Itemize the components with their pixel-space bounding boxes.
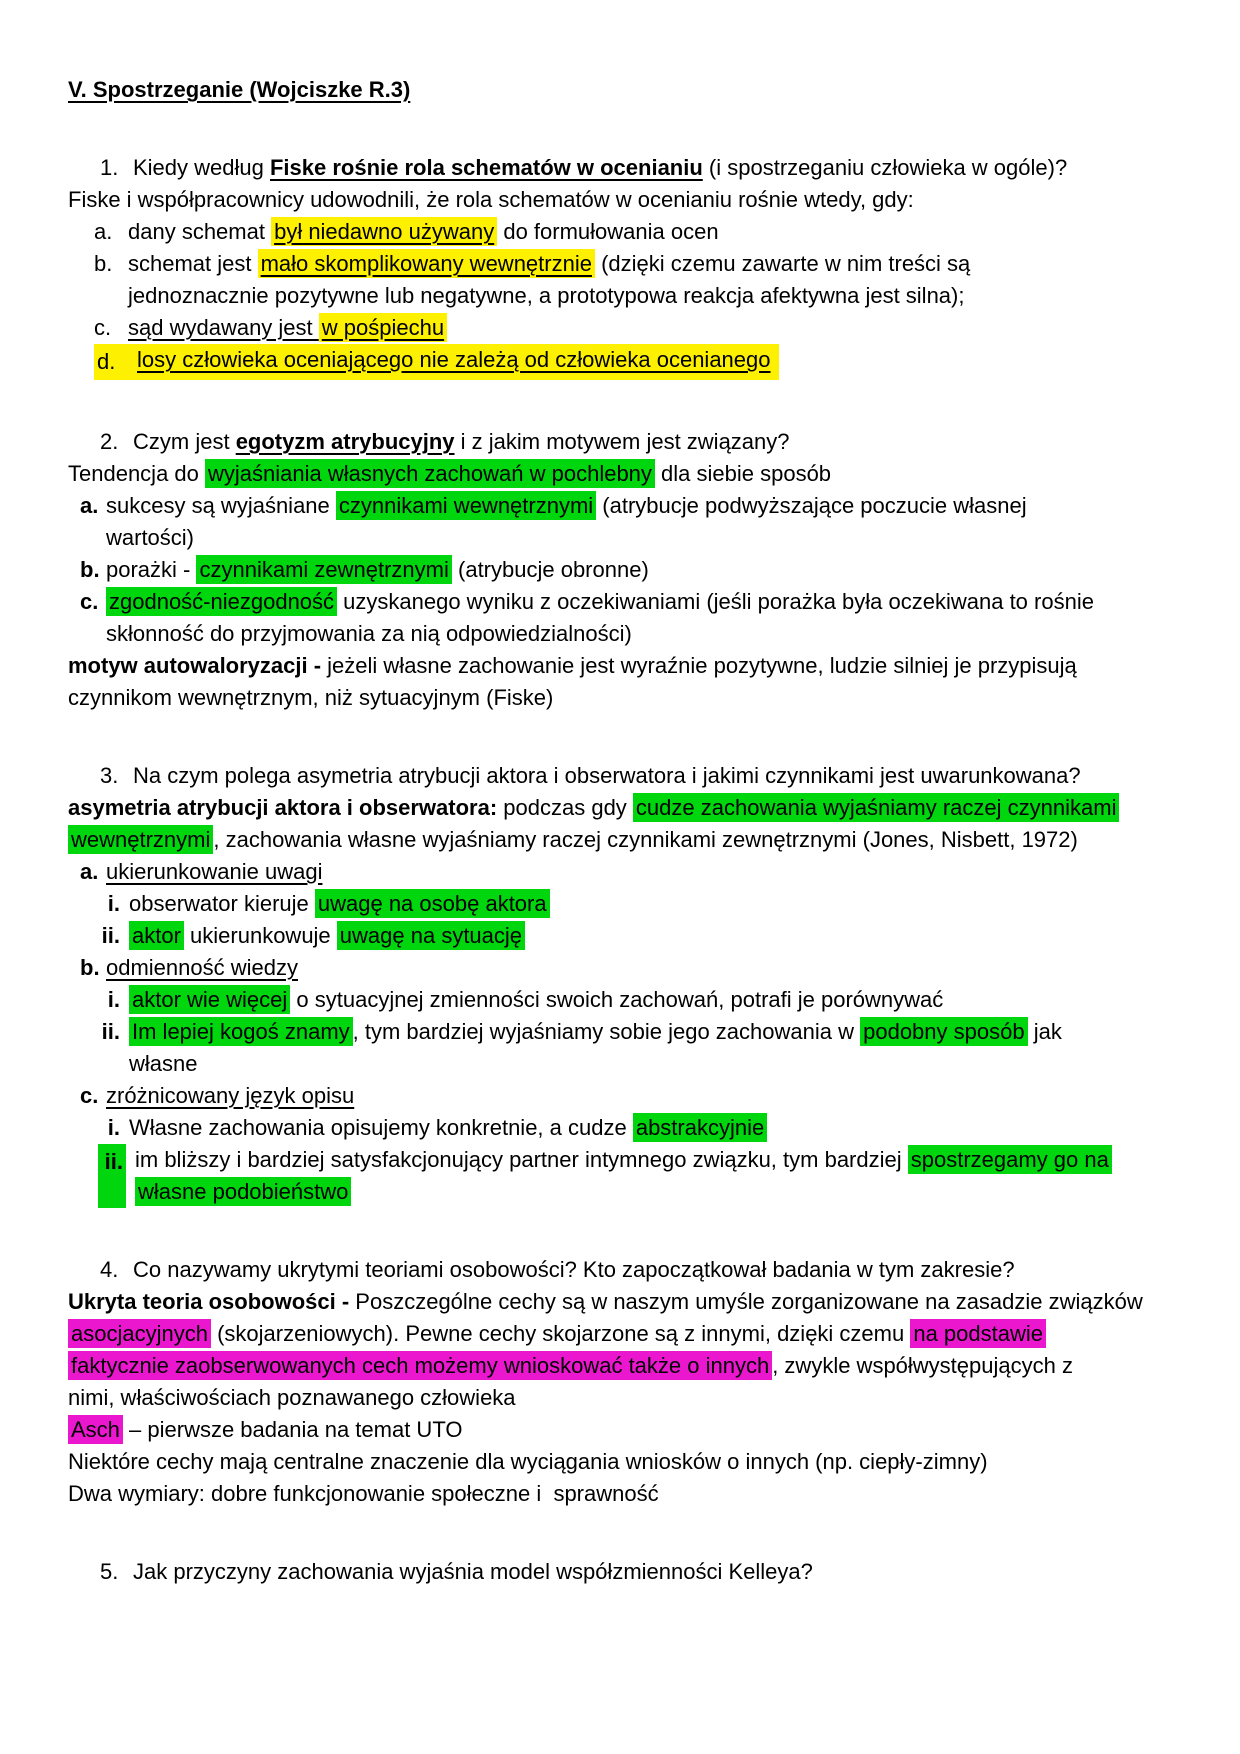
- highlighted-text: aktor wie więcej: [129, 985, 290, 1014]
- text-run: Co nazywamy ukrytymi teoriami osobowości? Kto zapoczątkował badania w tym zakresie?: [133, 1257, 1015, 1282]
- list-marker: i.: [107, 987, 120, 1012]
- list-item: [94, 248, 1170, 312]
- item-text: [129, 920, 1170, 952]
- highlighted-text: czynnikami wewnętrznymi: [336, 491, 596, 520]
- text-run: Ukryta teoria osobowości -: [68, 1289, 356, 1314]
- list-marker: i.: [107, 891, 120, 916]
- question-section: [68, 1254, 1170, 1510]
- question-text: [133, 426, 1170, 458]
- item-text: [135, 1144, 1170, 1208]
- text-run: podczas gdy: [497, 795, 633, 820]
- list-marker: b.: [94, 251, 113, 276]
- list-marker: i.: [107, 1115, 120, 1140]
- question-text: [133, 152, 1170, 184]
- question-number: 1.: [100, 155, 119, 180]
- text-run: – pierwsze badania na temat UTO: [122, 1417, 463, 1442]
- text-run: wartości): [106, 525, 195, 550]
- text-run: Kiedy według: [133, 155, 270, 180]
- list-marker: b.: [80, 955, 100, 980]
- answer-paragraph: [68, 1286, 1170, 1414]
- text-run: (dzięki czemu zawarte w nim treści są: [594, 251, 971, 276]
- text-run: własne: [129, 1051, 198, 1076]
- list-marker: ii.: [101, 1019, 120, 1044]
- text-run: do formułowania ocen: [497, 219, 719, 244]
- list-item: [98, 984, 1170, 1016]
- question: [68, 1254, 1170, 1286]
- text-run: (skojarzeniowych). Pewne cechy skojarzone są z innymi, dzięki czemu: [210, 1321, 911, 1346]
- text-run: jednoznacznie pozytywne lub negatywne, a prototypowa reakcja afektywna jest silna);: [128, 283, 965, 308]
- list-item: [94, 344, 779, 380]
- text-run: ukierunkowanie uwagi: [106, 859, 323, 884]
- question-section: [68, 760, 1170, 1208]
- text-run: (atrybucje obronne): [451, 557, 649, 582]
- list-item: [80, 856, 1170, 888]
- highlighted-text: podobny sposób: [860, 1017, 1027, 1046]
- question-section: [68, 152, 1170, 380]
- question: [68, 1556, 1170, 1588]
- list-item: [80, 586, 1170, 650]
- list-item: [80, 1080, 1170, 1112]
- text-run: Fiske rośnie rola schematów w ocenianiu: [269, 155, 703, 180]
- highlighted-text: zgodność-niezgodność: [106, 587, 337, 616]
- question-text: [133, 1556, 1170, 1588]
- text-run: sąd wydawany jest: [128, 315, 319, 340]
- text-run: Tendencja do: [68, 461, 205, 486]
- highlighted-text: w pośpiechu: [319, 313, 447, 342]
- text-run: o sytuacyjnej zmienności swoich zachowań, potrafi je porównywać: [290, 987, 944, 1012]
- text-run: (i spostrzeganiu człowieka w ogóle)?: [702, 155, 1068, 180]
- list-item: [98, 920, 1170, 952]
- question-number: 3.: [100, 763, 119, 788]
- list-marker: c.: [94, 315, 112, 340]
- question-number: 2.: [100, 429, 119, 454]
- question-number: 5.: [100, 1559, 119, 1584]
- text-run: obserwator kieruje: [129, 891, 315, 916]
- item-text: [106, 490, 1170, 554]
- text-run: , zachowania własne wyjaśniamy raczej czynnikami zewnętrznymi (Jones, Nisbett, 1972): [213, 827, 1078, 852]
- text-run: ukierunkowuje: [183, 923, 337, 948]
- text-run: egotyzm atrybucyjny: [235, 429, 455, 454]
- text-run: i z jakim motywem jest związany?: [454, 429, 790, 454]
- highlighted-text: spostrzegamy go na: [908, 1145, 1112, 1174]
- text-run: Niektóre cechy mają centralne znaczenie dla wyciągania wniosków o innych (np. ciepły-zimny): [68, 1449, 988, 1474]
- text-run: schemat jest: [128, 251, 258, 276]
- list-marker: a.: [94, 219, 113, 244]
- list-item: [80, 490, 1170, 554]
- question-text: [133, 1254, 1170, 1286]
- highlighted-text: uwagę na sytuację: [337, 921, 525, 950]
- text-run: porażki -: [106, 557, 197, 582]
- question: [68, 152, 1170, 184]
- list-marker: a.: [80, 859, 99, 884]
- text-run: Poszczególne cechy są w naszym umyśle zorganizowane na zasadzie związków: [355, 1289, 1143, 1314]
- list-marker: d.: [94, 344, 134, 380]
- text-run: Na czym polega asymetria atrybucji aktora i obserwatora i jakimi czynnikami jest uwarunkowana?: [133, 763, 1081, 788]
- text-run: nimi, właściwościach poznawanego człowieka: [68, 1385, 516, 1410]
- list-item: [80, 952, 1170, 984]
- highlighted-text: wewnętrznymi: [68, 825, 213, 854]
- question-text: [133, 760, 1170, 792]
- highlighted-text: losy człowieka oceniającego nie zależą od człowieka ocenianego: [134, 345, 774, 374]
- highlighted-text: na podstawie: [910, 1319, 1046, 1348]
- highlighted-text: Im lepiej kogoś znamy: [129, 1017, 353, 1046]
- highlighted-text: Asch: [68, 1415, 123, 1444]
- text-run: skłonność do przyjmowania za nią odpowiedzialności): [106, 621, 632, 646]
- list-marker: c.: [80, 1083, 99, 1108]
- text-run: motyw autowaloryzacji -: [68, 653, 328, 678]
- text-run: asymetria atrybucji aktora i obserwatora:: [68, 795, 498, 820]
- highlighted-text: był niedawno używany: [271, 217, 497, 246]
- highlighted-text: faktycznie zaobserwowanych cech możemy wnioskować także o innych: [68, 1351, 772, 1380]
- text-run: sukcesy są wyjaśniane: [106, 493, 336, 518]
- highlighted-text: czynnikami zewnętrznymi: [196, 555, 451, 584]
- highlighted-text: wyjaśniania własnych zachowań w pochlebny: [205, 459, 655, 488]
- item-text: [106, 554, 1170, 586]
- highlighted-text: mało skomplikowany wewnętrznie: [258, 249, 595, 278]
- text-run: Własne zachowania opisujemy konkretnie, a cudze: [129, 1115, 633, 1140]
- text-run: Jak przyczyny zachowania wyjaśnia model współzmienności Kelleya?: [133, 1559, 813, 1584]
- list-item: [98, 1112, 1170, 1144]
- highlighted-text: uwagę na osobę aktora: [315, 889, 550, 918]
- text-run: Dwa wymiary: dobre funkcjonowanie społeczne i sprawność: [68, 1481, 659, 1506]
- list-item: [94, 312, 1170, 344]
- text-run: uzyskanego wyniku z oczekiwaniami (jeśli porażka była oczekiwana to rośnie: [337, 589, 1094, 614]
- text-run: , zwykle współwystępujących z: [772, 1353, 1073, 1378]
- question-number: 4.: [100, 1257, 119, 1282]
- question: [68, 426, 1170, 458]
- text-run: Czym jest: [133, 429, 236, 454]
- question: [68, 760, 1170, 792]
- text-run: dla siebie sposób: [654, 461, 832, 486]
- question-section: [68, 426, 1170, 714]
- answer-paragraph: [68, 1446, 1170, 1478]
- answer-paragraph: [68, 1414, 1170, 1446]
- list-item: [98, 1144, 1170, 1208]
- text-run: (atrybucje podwyższające poczucie własnej: [596, 493, 1027, 518]
- item-text: [129, 1016, 1170, 1080]
- highlighted-text: aktor: [129, 921, 184, 950]
- item-text: [106, 856, 1170, 888]
- highlighted-text: cudze zachowania wyjaśniamy raczej czynnikami: [633, 793, 1120, 822]
- question-section: [68, 1556, 1170, 1588]
- item-text: [129, 1112, 1170, 1144]
- item-text: [106, 1080, 1170, 1112]
- highlighted-text: własne podobieństwo: [135, 1177, 351, 1206]
- list-marker: a.: [80, 493, 99, 518]
- document-title: V. Spostrzeganie (Wojciszke R.3): [68, 77, 411, 102]
- list-marker: c.: [80, 589, 99, 614]
- list-item: [98, 1016, 1170, 1080]
- list-item: [80, 554, 1170, 586]
- text-run: jak: [1027, 1019, 1062, 1044]
- item-text: [128, 312, 1170, 344]
- item-text: [129, 984, 1170, 1016]
- item-text: [106, 952, 1170, 984]
- text-run: Fiske i współpracownicy udowodnili, że rola schematów w ocenianiu rośnie wtedy, gdy:: [68, 187, 914, 212]
- list-marker: b.: [80, 557, 100, 582]
- text-run: jeżeli własne zachowanie jest wyraźnie pozytywne, ludzie silniej je przypisują: [327, 653, 1077, 678]
- answer-paragraph: [68, 792, 1170, 856]
- item-text: [128, 216, 1170, 248]
- answer-paragraph: [68, 1478, 1170, 1510]
- text-run: dany schemat: [128, 219, 272, 244]
- text-run: im bliższy i bardziej satysfakcjonujący partner intymnego związku, tym bardziej: [135, 1147, 908, 1172]
- text-run: czynnikom wewnętrznym, niż sytuacyjnym (Fiske): [68, 685, 554, 710]
- answer-paragraph: [68, 650, 1170, 714]
- text-run: zróżnicowany język opisu: [106, 1083, 355, 1108]
- item-text: [106, 586, 1170, 650]
- text-run: , tym bardziej wyjaśniamy sobie jego zachowania w: [352, 1019, 861, 1044]
- document-body: [68, 152, 1170, 1588]
- highlighted-text: abstrakcyjnie: [633, 1113, 767, 1142]
- text-run: odmienność wiedzy: [106, 955, 298, 980]
- item-text: [129, 888, 1170, 920]
- answer-paragraph: [68, 184, 1170, 216]
- list-item: [94, 216, 1170, 248]
- highlighted-text: asocjacyjnych: [68, 1319, 211, 1348]
- list-item: [98, 888, 1170, 920]
- answer-paragraph: [68, 458, 1170, 490]
- list-marker: ii.: [101, 923, 120, 948]
- list-marker: ii.: [98, 1144, 126, 1208]
- item-text: [134, 344, 774, 380]
- item-text: [128, 248, 1170, 312]
